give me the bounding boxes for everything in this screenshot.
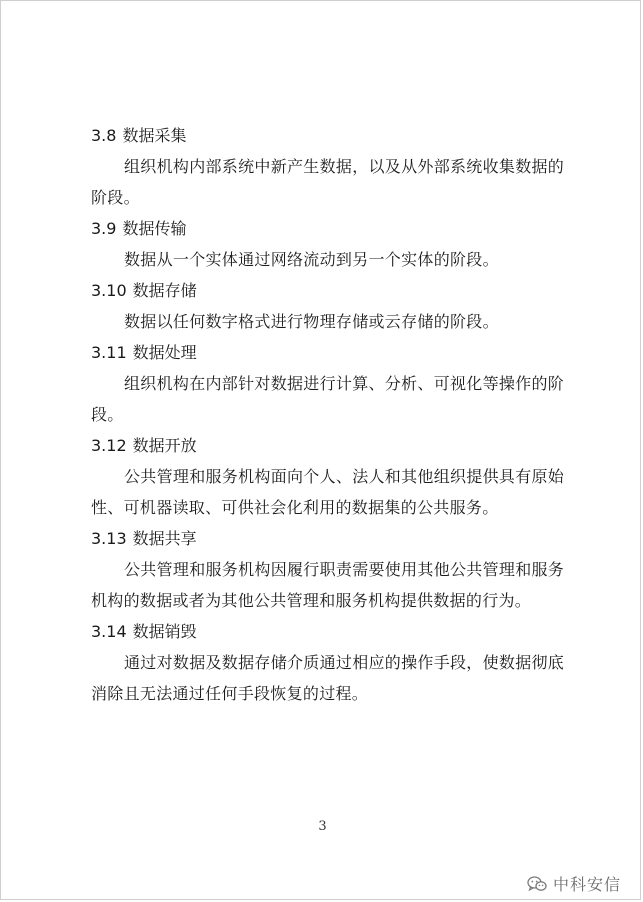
section-title: 数据处理 xyxy=(132,343,197,362)
section-title: 数据共享 xyxy=(132,529,197,548)
section-title: 数据传输 xyxy=(122,219,187,238)
section-3-13 xyxy=(91,523,571,616)
section-number: 3.11 xyxy=(91,343,127,362)
page-number: 3 xyxy=(318,819,327,834)
section-heading xyxy=(91,337,571,368)
section-heading xyxy=(91,430,571,461)
watermark xyxy=(527,872,621,895)
section-number: 3.8 xyxy=(91,126,117,145)
section-title: 数据存储 xyxy=(132,281,197,300)
section-definition: 组织机构内部系统中新产生数据，以及从外部系统收集数据的阶段。 xyxy=(91,157,565,207)
section-number: 3.12 xyxy=(91,436,127,455)
section-3-11 xyxy=(91,337,571,430)
section-3-10 xyxy=(91,275,571,337)
section-heading xyxy=(91,120,571,151)
wechat-icon xyxy=(527,876,547,892)
section-number: 3.14 xyxy=(91,622,127,641)
section-heading xyxy=(91,616,571,647)
watermark-text: 中科安信 xyxy=(552,875,621,894)
section-definition: 数据从一个实体通过网络流动到另一个实体的阶段。 xyxy=(124,250,499,269)
section-definition: 公共管理和服务机构因履行职责需要使用其他公共管理和服务机构的数据或者为其他公共管理和服务机构提供数据的行为。 xyxy=(91,560,565,610)
section-3-12 xyxy=(91,430,571,523)
section-number: 3.10 xyxy=(91,281,127,300)
section-definition: 数据以任何数字格式进行物理存储或云存储的阶段。 xyxy=(124,312,499,331)
section-heading xyxy=(91,523,571,554)
section-definition: 公共管理和服务机构面向个人、法人和其他组织提供具有原始性、可机器读取、可供社会化利用的数据集的公共服务。 xyxy=(91,467,565,517)
section-definition: 组织机构在内部针对数据进行计算、分析、可视化等操作的阶段。 xyxy=(91,374,565,424)
section-definition: 通过对数据及数据存储介质通过相应的操作手段，使数据彻底消除且无法通过任何手段恢复的过程。 xyxy=(91,653,565,703)
document-content xyxy=(91,120,571,709)
section-title: 数据采集 xyxy=(122,126,187,145)
section-title: 数据开放 xyxy=(132,436,197,455)
section-3-8 xyxy=(91,120,571,213)
section-number: 3.13 xyxy=(91,529,127,548)
section-3-9 xyxy=(91,213,571,275)
section-number: 3.9 xyxy=(91,219,117,238)
section-3-14 xyxy=(91,616,571,709)
section-heading xyxy=(91,275,571,306)
section-title: 数据销毁 xyxy=(132,622,197,641)
section-heading xyxy=(91,213,571,244)
